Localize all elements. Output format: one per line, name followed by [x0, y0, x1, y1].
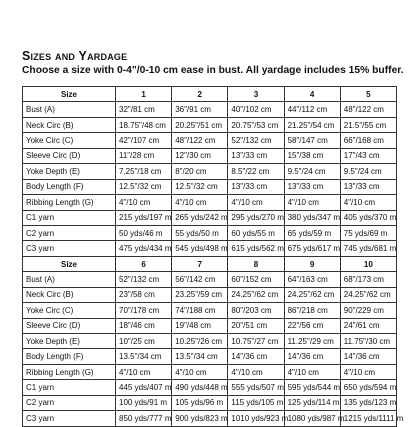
measurement-label: Yoke Circ (C)	[23, 303, 116, 318]
measurement-label: C2 yarn	[23, 225, 116, 240]
measurement-value: 4"/10 cm	[284, 195, 340, 210]
measurement-label: Ribbing Length (G)	[23, 195, 116, 210]
measurement-label: Bust (A)	[23, 102, 116, 117]
size-number-header: 6	[116, 256, 172, 271]
measurement-value: 68"/173 cm	[340, 272, 396, 287]
measurement-value: 135 yds/123 m	[340, 395, 396, 410]
measurement-value: 21.5"/55 cm	[340, 117, 396, 132]
size-header-row	[23, 256, 397, 271]
measurement-value: 48"/122 cm	[172, 133, 228, 148]
measurement-value: 7.25"/18 cm	[116, 164, 172, 179]
table-row	[23, 164, 397, 179]
measurement-label: Ribbing Length (G)	[23, 364, 116, 379]
measurement-value: 14"/36 cm	[228, 349, 284, 364]
measurement-label: C1 yarn	[23, 380, 116, 395]
measurement-value: 545 yds/498 m	[172, 241, 228, 256]
measurement-value: 4"/10 cm	[284, 364, 340, 379]
measurement-value: 4"/10 cm	[172, 195, 228, 210]
sizes-yardage-table	[22, 86, 404, 427]
measurement-value: 745 yds/681 m	[340, 241, 396, 256]
measurement-value: 58"/147 cm	[284, 133, 340, 148]
measurement-value: 555 yds/507 m	[228, 380, 284, 395]
measurement-value: 74"/188 cm	[172, 303, 228, 318]
size-number-header: 1	[116, 87, 172, 102]
size-number-header: 5	[340, 87, 396, 102]
table-row	[23, 195, 397, 210]
measurement-value: 9.5"/24 cm	[284, 164, 340, 179]
measurement-value: 23.25"/59 cm	[172, 287, 228, 302]
table-row	[23, 380, 397, 395]
measurement-value: 8"/20 cm	[172, 164, 228, 179]
measurement-value: 4"/10 cm	[172, 364, 228, 379]
measurement-value: 40"/102 cm	[228, 102, 284, 117]
table-row	[23, 334, 397, 349]
measurement-value: 4"/10 cm	[228, 364, 284, 379]
measurement-value: 295 yds/270 m	[228, 210, 284, 225]
section-heading: Sizes and Yardage	[22, 49, 128, 63]
size-number-header: 2	[172, 87, 228, 102]
measurement-label: Body Length (F)	[23, 179, 116, 194]
measurement-value: 14"/36 cm	[284, 349, 340, 364]
measurement-value: 18.75"/48 cm	[116, 117, 172, 132]
measurement-value: 36"/91 cm	[172, 102, 228, 117]
measurement-value: 405 yds/370 m	[340, 210, 396, 225]
measurement-value: 50 yds/46 m	[116, 225, 172, 240]
measurement-value: 24.25"/62 cm	[340, 287, 396, 302]
measurement-label: Sleeve Circ (D)	[23, 148, 116, 163]
measurement-value: 100 yds/91 m	[116, 395, 172, 410]
measurement-value: 66"/168 cm	[340, 133, 396, 148]
table-row	[23, 272, 397, 287]
measurement-value: 4"/10 cm	[340, 364, 396, 379]
table-row	[23, 287, 397, 302]
measurement-value: 64"/163 cm	[284, 272, 340, 287]
measurement-label: Yoke Depth (E)	[23, 164, 116, 179]
table-row	[23, 117, 397, 132]
measurement-value: 1010 yds/923 m	[228, 411, 284, 426]
measurement-value: 55 yds/50 m	[172, 225, 228, 240]
table-row	[23, 318, 397, 333]
measurement-value: 86"/218 cm	[284, 303, 340, 318]
measurement-value: 10"/25 cm	[116, 334, 172, 349]
measurement-label: Sleeve Circ (D)	[23, 318, 116, 333]
measurement-value: 4"/10 cm	[228, 195, 284, 210]
measurement-value: 1080 yds/987 m	[284, 411, 340, 426]
measurement-value: 13"/33 cm	[228, 148, 284, 163]
measurement-value: 10.75"/27 cm	[228, 334, 284, 349]
measurement-value: 13.5"/34 cm	[116, 349, 172, 364]
measurement-value: 13.5"/34 cm	[172, 349, 228, 364]
measurement-value: 24.25"/62 cm	[228, 287, 284, 302]
measurement-value: 20.75"/53 cm	[228, 117, 284, 132]
measurement-value: 52"/132 cm	[116, 272, 172, 287]
measurement-label: C1 yarn	[23, 210, 116, 225]
section-subheading: Choose a size with 0-4"/0-10 cm ease in bust. All yardage includes 15% buffer.	[22, 65, 404, 76]
measurement-value: 380 yds/347 m	[284, 210, 340, 225]
size-header-label: Size	[23, 87, 116, 102]
measurement-value: 490 yds/448 m	[172, 380, 228, 395]
size-number-header: 7	[172, 256, 228, 271]
measurement-value: 80"/203 cm	[228, 303, 284, 318]
measurement-value: 8.5"/22 cm	[228, 164, 284, 179]
measurement-label: C2 yarn	[23, 395, 116, 410]
measurement-value: 125 yds/114 m	[284, 395, 340, 410]
measurement-label: Neck Circ (B)	[23, 287, 116, 302]
measurement-value: 1215 yds/1111 m	[340, 411, 396, 426]
table-row	[23, 225, 397, 240]
table-row	[23, 133, 397, 148]
measurement-value: 17"/43 cm	[340, 148, 396, 163]
table-row	[23, 364, 397, 379]
measurement-value: 12"/30 cm	[172, 148, 228, 163]
measurement-label: C3 yarn	[23, 411, 116, 426]
measurement-label: C3 yarn	[23, 241, 116, 256]
measurement-value: 48"/122 cm	[340, 102, 396, 117]
measurement-value: 24.25"/62 cm	[284, 287, 340, 302]
measurement-value: 105 yds/96 m	[172, 395, 228, 410]
measurement-value: 70"/178 cm	[116, 303, 172, 318]
table-row	[23, 241, 397, 256]
measurement-value: 11.25"/29 cm	[284, 334, 340, 349]
measurement-value: 75 yds/69 m	[340, 225, 396, 240]
measurement-value: 32"/81 cm	[116, 102, 172, 117]
measurement-value: 4"/10 cm	[340, 195, 396, 210]
measurement-value: 10.25"/26 cm	[172, 334, 228, 349]
size-header-label: Size	[23, 256, 116, 271]
measurement-value: 18"/46 cm	[116, 318, 172, 333]
measurement-value: 850 yds/777 m	[116, 411, 172, 426]
measurement-value: 12.5"/32 cm	[116, 179, 172, 194]
table-row	[23, 102, 397, 117]
measurement-value: 19"/48 cm	[172, 318, 228, 333]
measurement-value: 65 yds/59 m	[284, 225, 340, 240]
measurement-label: Body Length (F)	[23, 349, 116, 364]
measurement-value: 215 yds/197 m	[116, 210, 172, 225]
measurement-value: 13"/33 cm	[284, 179, 340, 194]
size-header-row	[23, 87, 397, 102]
measurement-label: Yoke Depth (E)	[23, 334, 116, 349]
sizes-table-body	[23, 87, 404, 427]
measurement-value: 21.25"/54 cm	[284, 117, 340, 132]
measurement-value: 14"/36 cm	[340, 349, 396, 364]
size-number-header: 8	[228, 256, 284, 271]
measurement-value: 13"/33 cm	[340, 179, 396, 194]
measurement-value: 22"/56 cm	[284, 318, 340, 333]
measurement-value: 900 yds/823 m	[172, 411, 228, 426]
measurement-value: 115 yds/105 m	[228, 395, 284, 410]
measurement-value: 60"/152 cm	[228, 272, 284, 287]
measurement-value: 265 yds/242 m	[172, 210, 228, 225]
size-number-header: 4	[284, 87, 340, 102]
measurement-value: 23"/58 cm	[116, 287, 172, 302]
measurement-value: 445 yds/407 m	[116, 380, 172, 395]
measurement-label: Neck Circ (B)	[23, 117, 116, 132]
measurement-value: 615 yds/562 m	[228, 241, 284, 256]
table-row	[23, 179, 397, 194]
measurement-value: 12.5"/32 cm	[172, 179, 228, 194]
measurement-value: 15"/38 cm	[284, 148, 340, 163]
measurement-value: 52"/132 cm	[228, 133, 284, 148]
table-row	[23, 148, 397, 163]
size-number-header: 3	[228, 87, 284, 102]
table-row	[23, 303, 397, 318]
measurement-value: 650 yds/594 m	[340, 380, 396, 395]
measurement-value: 11.75"/30 cm	[340, 334, 396, 349]
measurement-value: 56"/142 cm	[172, 272, 228, 287]
measurement-label: Yoke Circ (C)	[23, 133, 116, 148]
measurement-value: 20.25"/51 cm	[172, 117, 228, 132]
measurement-value: 13"/33 cm	[228, 179, 284, 194]
measurement-value: 90"/229 cm	[340, 303, 396, 318]
measurement-value: 20"/51 cm	[228, 318, 284, 333]
measurement-value: 595 yds/544 m	[284, 380, 340, 395]
measurement-value: 42"/107 cm	[116, 133, 172, 148]
measurement-value: 4"/10 cm	[116, 364, 172, 379]
size-number-header: 9	[284, 256, 340, 271]
table-row	[23, 210, 397, 225]
table-row	[23, 411, 397, 426]
measurement-value: 475 yds/434 m	[116, 241, 172, 256]
measurement-value: 60 yds/55 m	[228, 225, 284, 240]
measurement-value: 24"/61 cm	[340, 318, 396, 333]
table-row	[23, 349, 397, 364]
measurement-label: Bust (A)	[23, 272, 116, 287]
measurement-value: 11"/28 cm	[116, 148, 172, 163]
size-number-header: 10	[340, 256, 396, 271]
measurement-value: 4"/10 cm	[116, 195, 172, 210]
measurement-value: 44"/112 cm	[284, 102, 340, 117]
measurement-value: 675 yds/617 m	[284, 241, 340, 256]
measurement-value: 9.5"/24 cm	[340, 164, 396, 179]
table-row	[23, 395, 397, 410]
